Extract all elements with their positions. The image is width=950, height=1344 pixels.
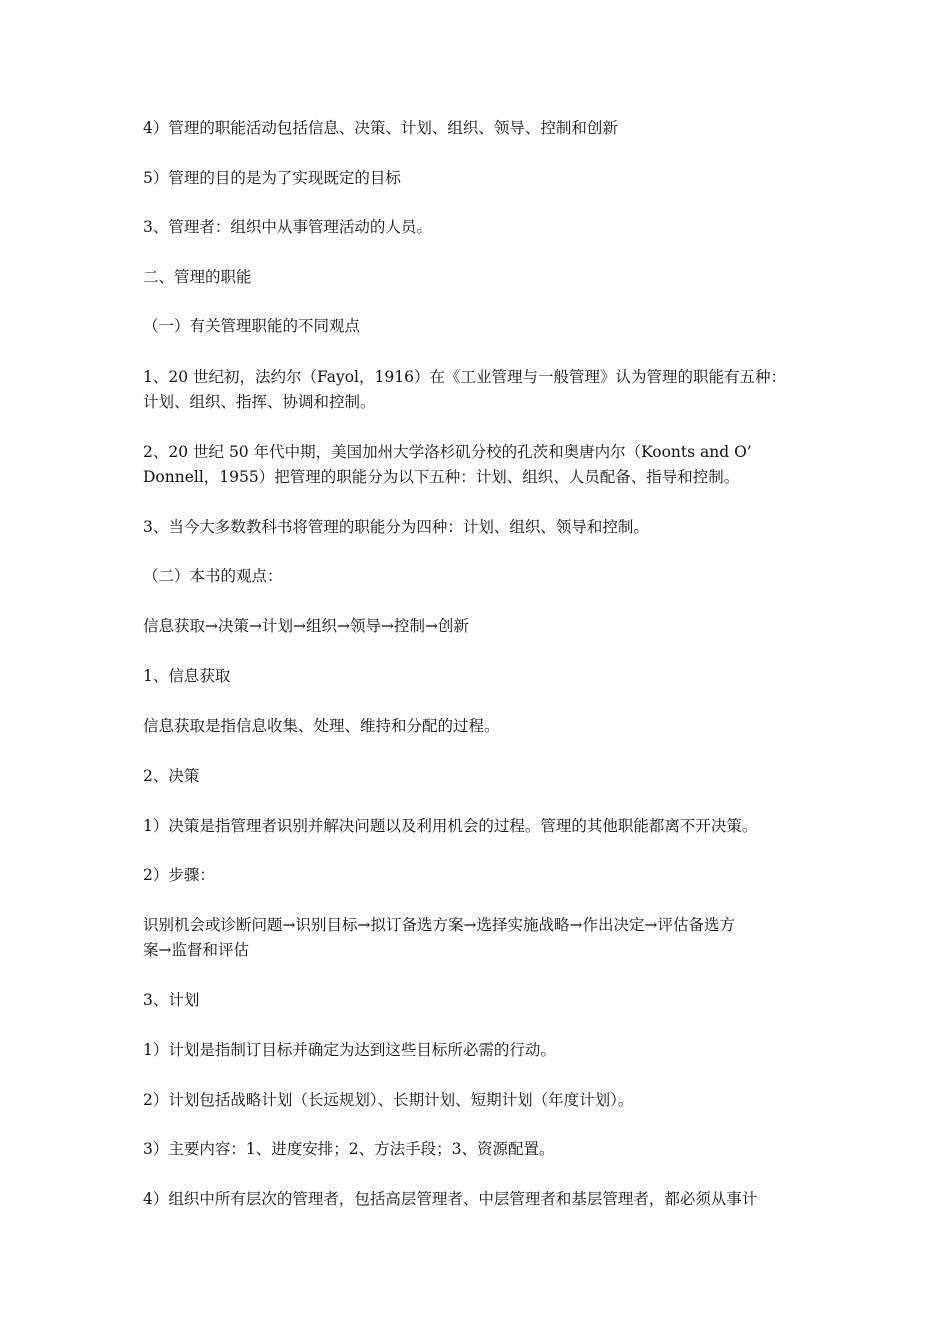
paragraph-line: 3、计划	[143, 991, 200, 1009]
paragraph-line: 4）组织中所有层次的管理者，包括高层管理者、中层管理者和基层管理者，都必须从事计	[143, 1190, 758, 1208]
paragraph-line: 1、信息获取	[143, 667, 231, 685]
paragraph-line: 1、20 世纪初，法约尔（Fayol，1916）在《工业管理与一般管理》认为管理的职能有五种：	[143, 368, 786, 386]
paragraph-line: 3、当今大多数教科书将管理的职能分为四种：计划、组织、领导和控制。	[143, 518, 649, 536]
paragraph-line: 5）管理的目的是为了实现既定的目标	[143, 169, 401, 187]
paragraph-line: 4）管理的职能活动包括信息、决策、计划、组织、领导、控制和创新	[143, 119, 618, 137]
paragraph-line: 计划、组织、指挥、协调和控制。	[143, 393, 376, 411]
paragraph-line: 识别机会或诊断问题→识别目标→拟订备选方案→选择实施战略→作出决定→评估备选方	[143, 916, 735, 934]
paragraph-line: 3）主要内容：1、进度安排；2、方法手段；3、资源配置。	[143, 1140, 555, 1158]
subsection-heading: （二）本书的观点：	[143, 567, 283, 585]
paragraph-line: 3、管理者：组织中从事管理活动的人员。	[143, 218, 432, 236]
section-heading: 二、管理的职能	[143, 268, 252, 286]
paragraph-line: 2）计划包括战略计划（长远规划）、长期计划、短期计划（年度计划）。	[143, 1091, 634, 1109]
paragraph-line: 2）步骤：	[143, 866, 215, 884]
paragraph-line: 信息获取是指信息收集、处理、维持和分配的过程。	[143, 717, 500, 735]
subsection-heading: （一）有关管理职能的不同观点	[143, 317, 361, 335]
paragraph-line: 1）计划是指制订目标并确定为达到这些目标所必需的行动。	[143, 1041, 556, 1059]
paragraph-line: 信息获取→决策→计划→组织→领导→控制→创新	[143, 617, 469, 635]
paragraph-line: 1）决策是指管理者识别并解决问题以及利用机会的过程。管理的其他职能都离不开决策。	[143, 817, 758, 835]
paragraph-line: Donnell，1955）把管理的职能分为以下五种：计划、组织、人员配备、指导和控制。	[143, 468, 740, 486]
paragraph-line: 2、20 世纪 50 年代中期，美国加州大学洛杉矶分校的孔茨和奥唐内尔（Koonts and O’	[143, 443, 752, 461]
paragraph-line: 2、决策	[143, 767, 200, 785]
paragraph-line: 案→监督和评估	[143, 941, 249, 959]
